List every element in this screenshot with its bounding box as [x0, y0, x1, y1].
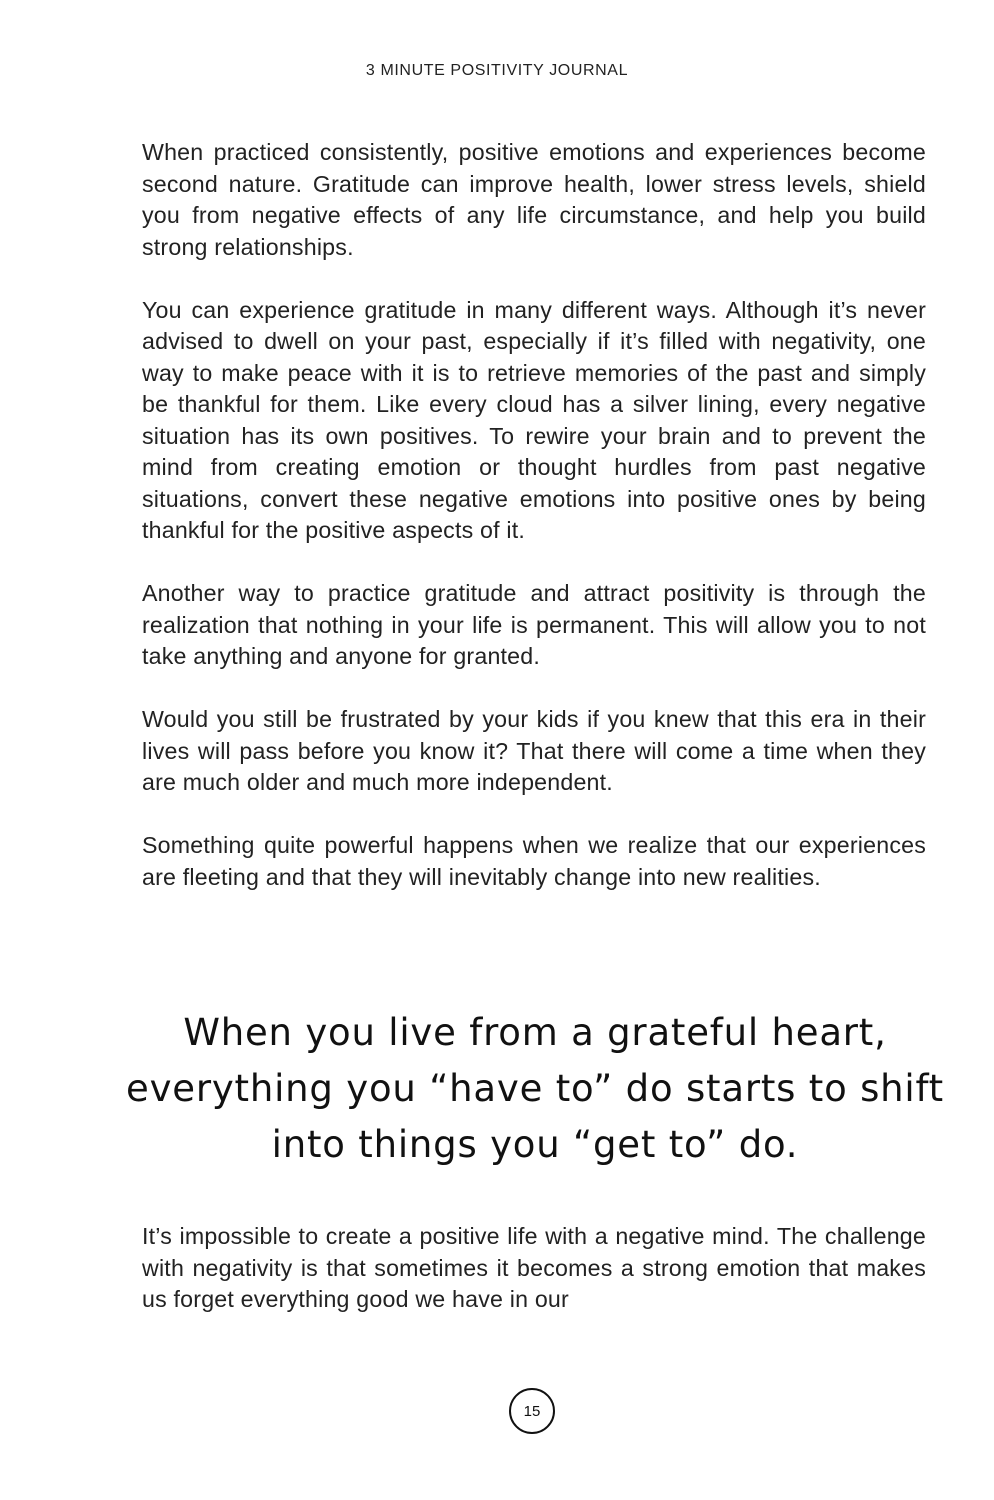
page-number: 15 [509, 1388, 555, 1434]
pull-quote: When you live from a grateful heart, everything you “have to” do starts to shift into things you “get to” do. [126, 1011, 944, 1166]
body-text [142, 137, 926, 893]
paragraph: When practiced consistently, positive emotions and experiences become second nature. Gratitude can improve health, lower stress levels, shield you from negative effects of any life circumstance, and help you build strong relationships. [142, 139, 926, 260]
paragraph: It’s impossible to create a positive life with a negative mind. The challenge with negativity is that sometimes it becomes a strong emotion that makes us forget everything good we have in our [142, 1223, 926, 1312]
paragraph: You can experience gratitude in many different ways. Although it’s never advised to dwell on your past, especially if it’s filled with negativity, one way to make peace with it is to retrieve memories of the past and simply be thankful for them. Like every cloud has a silver lining, every negative situation has its own positives. To rewire your brain and to prevent the mind from creating emotion or thought hurdles from past negative situations, convert these negative emotions into positive ones by being thankful for the positive aspects of it. [142, 296, 926, 543]
body-text-continued [142, 1221, 926, 1316]
paragraph: Something quite powerful happens when we realize that our experiences are fleeting and that they will inevitably change into new realities. [142, 832, 926, 890]
paragraph: Would you still be frustrated by your kids if you knew that this era in their lives will pass before you know it? That there will come a time when they are much older and much more independent. [142, 706, 926, 795]
running-header: 3 MINUTE POSITIVITY JOURNAL [365, 62, 629, 79]
paragraph: Another way to practice gratitude and attract positivity is through the realization that nothing in your life is permanent. This will allow you to not take anything and anyone for granted. [142, 580, 926, 669]
